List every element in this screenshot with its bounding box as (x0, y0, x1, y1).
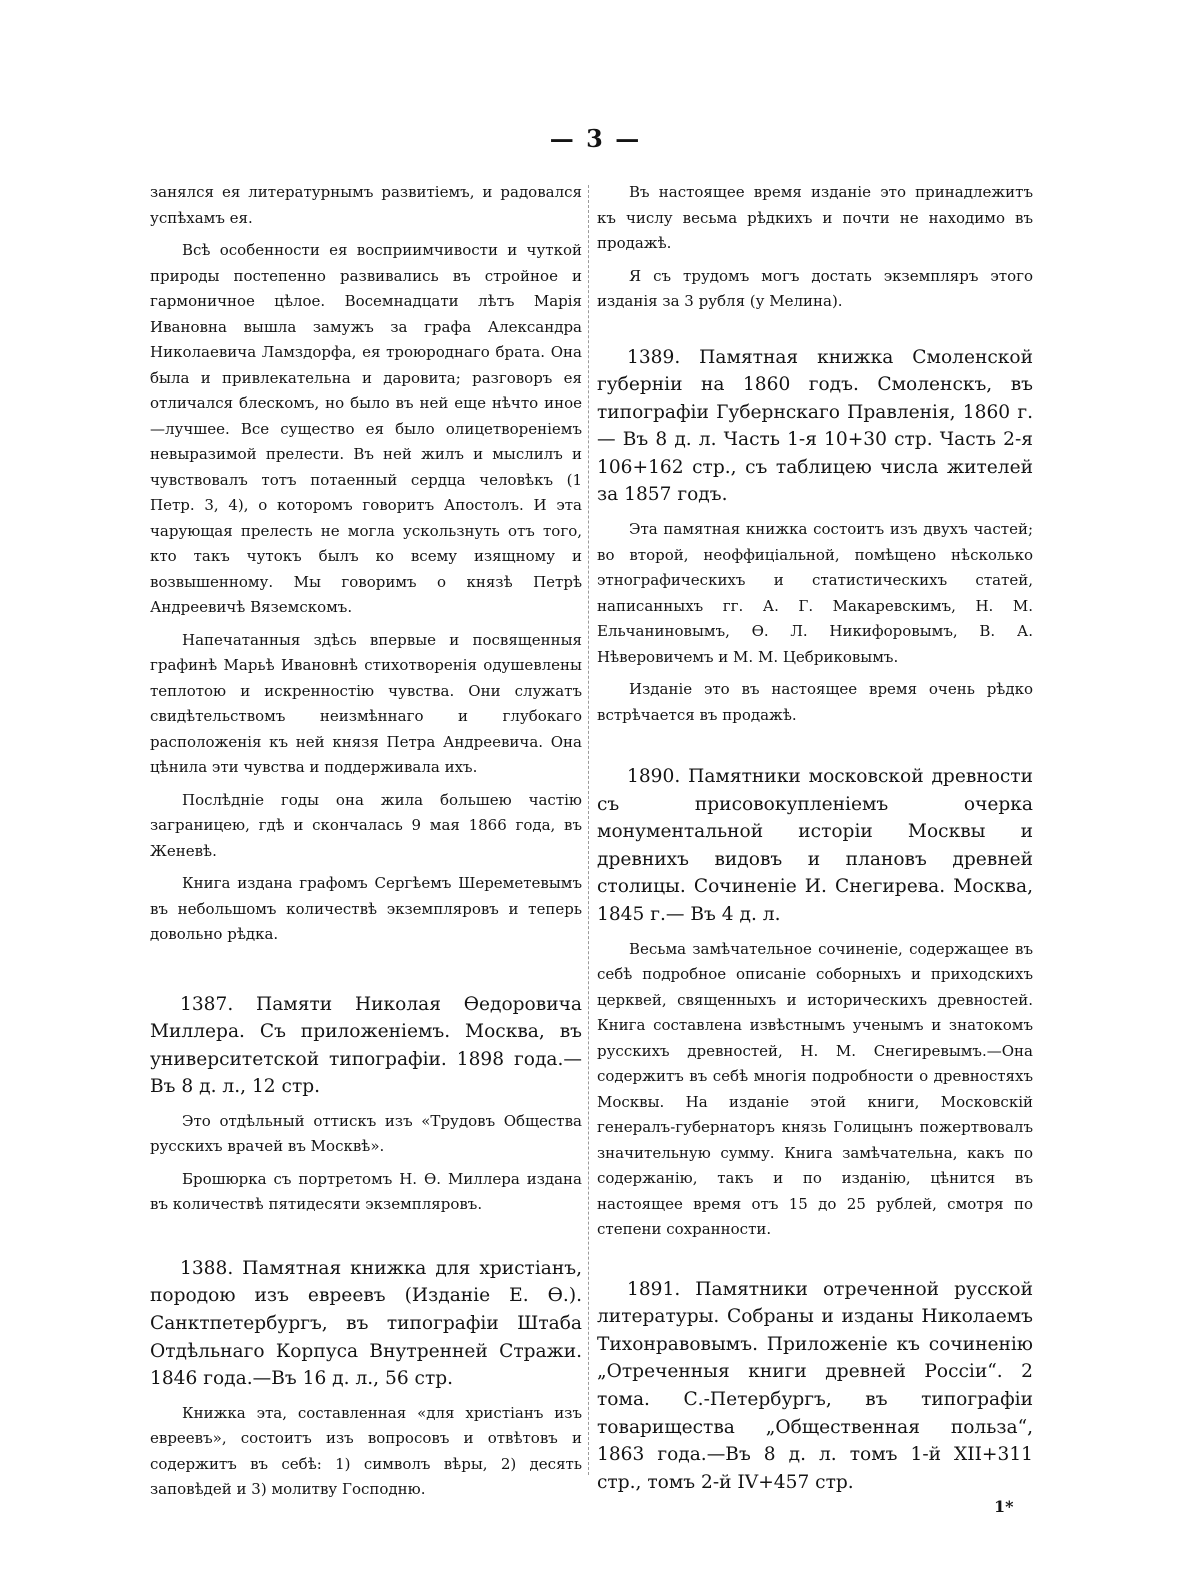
page-number: — 3 — (549, 124, 642, 153)
paragraph: Эта памятная книжка состоитъ изъ двухъ частей; во второй, неоффиціальной, помѣщено нѣсколько этнографическихъ и статистическихъ статей, написанныхъ гг. А. Г. Макаревскимъ, Н. М. Ельчаниновымъ, Ѳ. Л. Никифоровымъ, В. А. Нѣверовичемъ и М. М. Цебриковымъ. (597, 520, 1033, 666)
paragraph: Напечатанныя здѣсь впервые и посвященныя графинѣ Марьѣ Ивановнѣ стихотворенія одушевлены теплотою и искренностію чувства. Они служатъ свидѣтельствомъ неизмѣннаго и глубокаго расположенія къ ней князя Петра Андреевича. Она цѣнила эти чувства и поддерживала ихъ. (150, 630, 582, 776)
paragraph: Книга издана графомъ Сергѣемъ Шереметевымъ въ небольшомъ количествѣ экземпляровъ и теперь довольно рѣдка. (150, 874, 582, 943)
paragraph: Я съ трудомъ могъ достать экземпляръ этого изданія за 3 рубля (у Мелина). (597, 266, 1033, 310)
left-column (150, 180, 582, 1510)
column-divider (588, 185, 589, 1475)
catalog-entry-1891: 1891. Памятники отреченной русской литературы. Собраны и изданы Николаемъ Тихонравовымъ. Приложеніе къ сочиненію „Отреченныя книги древней Россіи“. 2 тома. С.-Петербургъ, въ типографіи товарищества „Общественная польза“, 1863 года.—Въ 8 д. л. томъ 1-й XII+311 стр., томъ 2-й IV+457 стр. (597, 1278, 1033, 1493)
paragraph: Книжка эта, составленная «для христіанъ изъ евреевъ», состоитъ изъ вопросовъ и отвѣтовъ и содержитъ въ себѣ: 1) символъ вѣры, 2) десять заповѣдей и 3) молитву Господню. (150, 1403, 582, 1499)
right-column (597, 180, 1033, 1504)
paragraph: Это отдѣльный оттискъ изъ «Трудовъ Общества русскихъ врачей въ Москвѣ». (150, 1111, 582, 1156)
paragraph: Весьма замѣчательное сочиненіе, содержащее въ себѣ подробное описаніе соборныхъ и приходскихъ церквей, священныхъ и историческихъ древностей. Книга составлена извѣстнымъ ученымъ и знатокомъ русскихъ древностей, Н. М. Снегиревымъ.—Она содержитъ въ себѣ многія подробности о древностяхъ Москвы. На изданіе этой книги, Московскій генералъ-губернаторъ князь Голицынъ пожертвовалъ значительную сумму. Книга замѣчательна, какъ по содержанію, такъ и по изданію, цѣнится въ настоящее время отъ 15 до 25 рублей, смотря по степени сохранности. (597, 939, 1033, 1239)
paragraph: Въ настоящее время изданіе это принадлежитъ къ числу весьма рѣдкихъ и почти не находимо въ продажѣ. (597, 183, 1033, 252)
catalog-entry-1387: 1387. Памяти Николая Ѳедоровича Миллера. Съ приложеніемъ. Москва, въ университетской типографіи. 1898 года.— Въ 8 д. л., 12 стр. (150, 993, 582, 1098)
paragraph: Изданіе это въ настоящее время очень рѣдко встрѣчается въ продажѣ. (597, 680, 1033, 724)
paragraph: Брошюрка съ портретомъ Н. Ѳ. Миллера издана въ количествѣ пятидесяти экземпляровъ. (150, 1169, 582, 1214)
signature-mark: 1* (994, 1497, 1014, 1516)
paragraph: Послѣдніе годы она жила большею частію заграницею, гдѣ и скончалась 9 мая 1866 года, въ Женевѣ. (150, 790, 582, 860)
paragraph: Всѣ особенности ея восприимчивости и чуткой природы постепенно развивались въ стройное и гармоничное цѣлое. Восемнадцати лѣтъ Марія Ивановна вышла замужъ за графа Александра Николаевича Ламздорфа, ея троюроднаго брата. Она была и привлекательна и даровита; разговоръ ея отличался блескомъ, но было въ ней еще нѣчто иное—лучшее. Все существо ея было олицетвореніемъ невыразимой прелести. Въ ней жилъ и мыслилъ и чувствовалъ тотъ потаенный сердца человѣкъ (1 Петр. 3, 4), о которомъ говоритъ Апостолъ. И эта чарующая прелесть не могла ускользнуть отъ того, кто такъ чутокъ былъ ко всему изящному и возвышенному. Мы говоримъ о князѣ Петрѣ Андреевичѣ Вяземскомъ. (150, 241, 582, 616)
catalog-entry-1388: 1388. Памятная книжка для христіанъ, породою изъ евреевъ (Изданіе Е. Ѳ.). Санктпетербургъ, въ типографіи Штаба Отдѣльнаго Корпуса Внутренней Стражи. 1846 года.—Въ 16 д. л., 56 стр. (150, 1257, 582, 1390)
paragraph: занялся ея литературнымъ развитіемъ, и радовался успѣхамъ ея. (150, 183, 582, 227)
catalog-entry-1389: 1389. Памятная книжка Смоленской губерніи на 1860 годъ. Смоленскъ, въ типографіи Губернскаго Правленія, 1860 г.— Въ 8 д. л. Часть 1-я 10+30 стр. Часть 2-я 106+162 стр., съ таблицею числа жителей за 1857 годъ. (597, 346, 1033, 506)
catalog-entry-1890: 1890. Памятники московской древности съ присовокупленіемъ очерка монументальной исторіи Москвы и древнихъ видовъ и плановъ древней столицы. Сочиненіе И. Снегирева. Москва, 1845 г.— Въ 4 д. л. (597, 766, 1033, 926)
